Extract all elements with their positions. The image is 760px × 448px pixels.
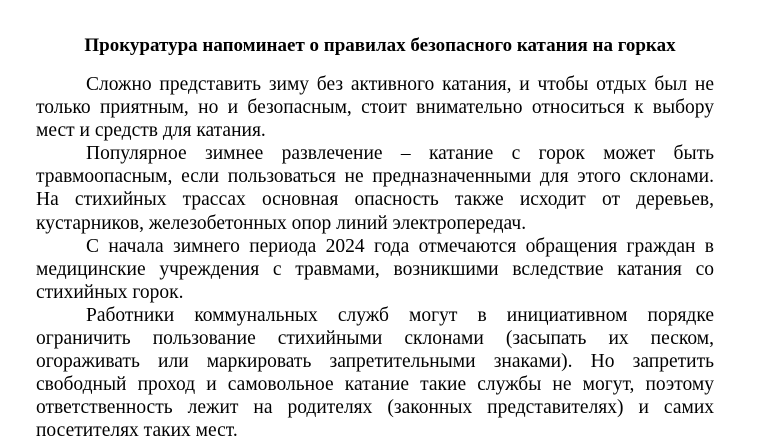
document-title: Прокуратура напоминает о правилах безопасного катания на горках: [84, 35, 676, 56]
document-body: [36, 73, 714, 443]
paragraph-2: Популярное зимнее развлечение – катание с горок может быть травмоопасным, если пользоваться не предназначенными для этого склонами. На стихийных трассах основная опасность также исходит от деревьев, кустарников, железобетонных опор линий электропередач.: [36, 143, 714, 234]
paragraph-1: Сложно представить зиму без активного катания, и чтобы отдых был не только приятным, но и безопасным, стоит внимательно относиться к выбору мест и средств для катания.: [36, 74, 714, 142]
paragraph-4: Работники коммунальных служб могут в инициативном порядке ограничить пользование стихийными склонами (засыпать их песком, огораживать или маркировать запретительными знаками). Но запретить свободный проход и самовольное катание такие службы не могут, поэтому ответственность лежит на родителях (законных представителях) и самих посетителях таких мест.: [36, 304, 714, 442]
paragraph-3: С начала зимнего периода 2024 года отмечаются обращения граждан в медицинские учреждения с травмами, возникшими вследствие катания со стихийных горок.: [36, 235, 714, 303]
